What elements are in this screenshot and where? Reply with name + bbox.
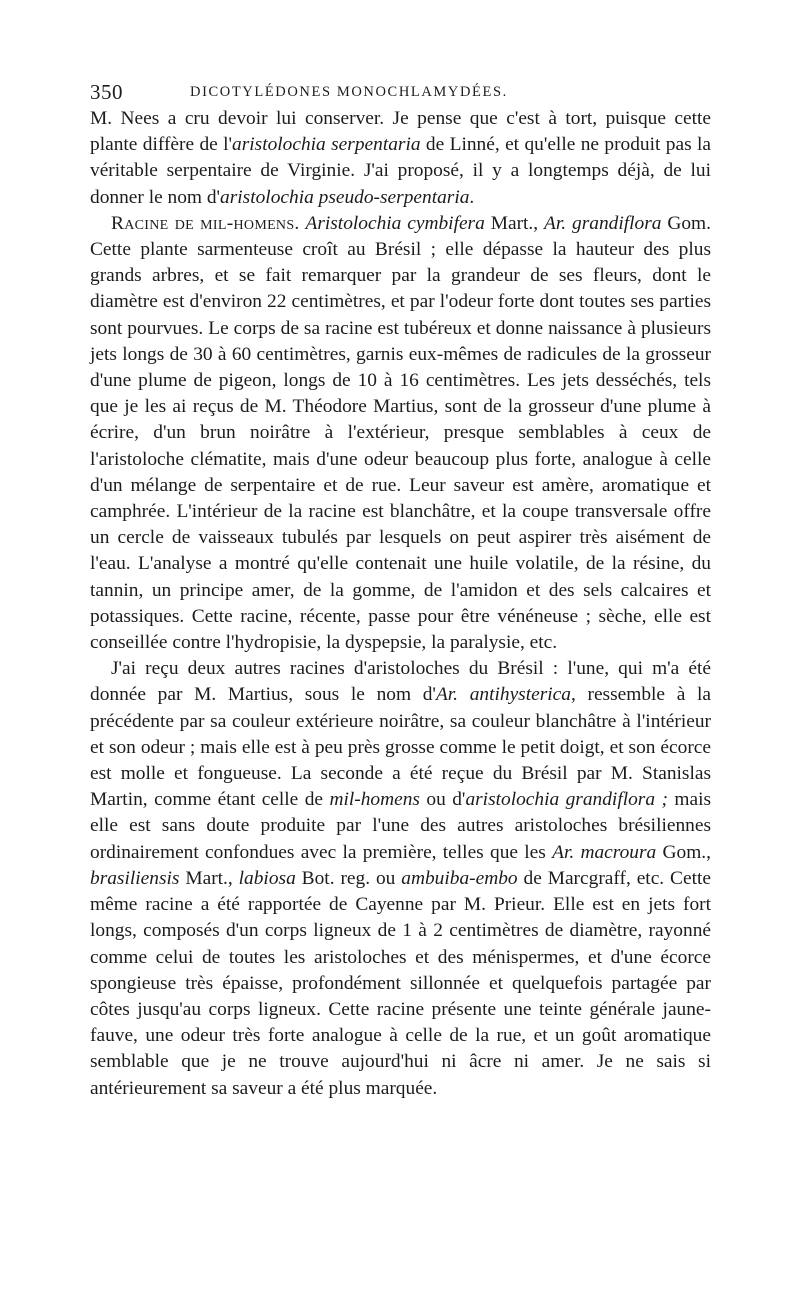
- text-run: mais elle est sans doute produite par l'une des autres aristoloches brésiliennes ordinairement confondues avec la première, telles que les: [90, 789, 711, 863]
- species-name: Aristolochia cymbifera: [305, 212, 485, 234]
- page-number: 350: [90, 80, 123, 104]
- paragraph-other-roots: [90, 656, 711, 1101]
- text-run: ou d': [419, 789, 466, 811]
- text-run: J'ai reçu deux autres racines d'aristoloches du Brésil : l'une, qui m'a été donnée par M. Martius, sous le nom d': [90, 658, 711, 706]
- species-name: aristolochia grandiflora ;: [465, 789, 668, 811]
- species-name: brasiliensis: [90, 867, 180, 889]
- species-name: aristolochia pseudo-serpentaria: [220, 186, 470, 208]
- text-run: Mart.,: [484, 212, 545, 234]
- text-run: Bot. reg. ou: [295, 867, 402, 889]
- text-run: Gom. Cette plante sarmenteuse croît au Brésil ; elle dépasse la hauteur des plus grands arbres, et se fait remarquer par la grandeur de ses fleurs, dont le diamètre est d'environ 22 centimètres, et par l'odeur forte dont toutes ses parties sont pourvues. Le corps de sa racine est tubéreux et donne naissance à plusieurs jets longs de 30 à 60 centimètres, garnis eux-mêmes de radicules de la grosseur d'une plume de pigeon, longs de 10 à 16 centimètres. Les jets desséchés, tels que je les ai reçus de M. Théodore Martius, sont de la grosseur d'une plume à écrire, d'un brun noirâtre à l'extérieur, presque semblables à ceux de l'aristoloche clématite, mais d'une odeur beaucoup plus forte, analogue à celle d'un mélange de serpentaire et de rue. Leur saveur est amère, aromatique et camphrée. L'intérieur de la racine est blanchâtre, et la coupe transversale offre un cercle de vaisseaux tubulés par lesquels on peut aspirer très aisément de l'eau. L'analyse a montré qu'elle contenait une huile volatile, de la résine, du tannin, un principe amer, de la gomme, de l'amidon et des sels calcaires et potassiques. Cette racine, récente, passe pour être vénéneuse ; sèche, elle est conseillée contre l'hydropisie, la dyspepsie, la paralysie, etc.: [90, 212, 711, 654]
- species-name: Ar. macroura: [552, 841, 657, 863]
- species-name: aristolochia serpentaria: [232, 134, 421, 156]
- paragraph-continuation: [90, 106, 711, 211]
- text-run: , ressemble à la précédente par sa couleur extérieure noirâtre, sa couleur blanchâtre à l'intérieur et son odeur ; mais elle est à peu près grosse comme le petit doigt, et son écorce est molle et fongueuse. La seconde a été reçue du Brésil par M. Stanislas Martin, comme étant celle de: [90, 684, 711, 811]
- text-run: M. Nees a cru devoir lui conserver. Je pense que c'est à tort, puisque cette plante diffère de l': [90, 108, 711, 156]
- species-name: Ar. antihysterica: [435, 684, 571, 706]
- text-run: Gom.,: [656, 841, 711, 863]
- species-name: Ar. grandiflora: [544, 212, 662, 234]
- text-run: .: [469, 186, 475, 208]
- running-head: DICOTYLÉDONES MONOCHLAMYDÉES.: [190, 84, 508, 100]
- body-text: [90, 106, 711, 1102]
- text-run: de Marcgraff, etc. Cette même racine a été rapportée de Cayenne par M. Prieur. Elle est en jets fort longs, composés d'un corps ligneux de 1 à 2 centimètres de diamètre, rayonné comme celui de toutes les aristoloches et des ménispermes, et d'une écorce spongieuse très épaisse, profondément sillonnée et quelquefois partagée par côtes jusqu'au corps ligneux. Cette racine présente une teinte générale jaune-fauve, une odeur très forte analogue à celle de la rue, et un goût aromatique semblable que je ne trouve aujourd'hui ni âcre ni amer. Je ne sais si antérieurement sa saveur a été plus marquée.: [90, 867, 711, 1099]
- page-header: [90, 80, 710, 106]
- species-name: mil-homens: [329, 789, 420, 811]
- species-name: ambuiba-embo: [401, 867, 518, 889]
- text-run: Mart.,: [179, 867, 239, 889]
- species-name: labiosa: [238, 867, 296, 889]
- text-run: de Linné, et qu'elle ne produit pas la véritable serpentaire de Virginie. J'ai proposé, il y a longtemps déjà, de lui donner le nom d': [90, 134, 712, 208]
- paragraph-racine-mil-homens: [90, 211, 711, 656]
- section-heading: Racine de mil-homens.: [111, 212, 300, 234]
